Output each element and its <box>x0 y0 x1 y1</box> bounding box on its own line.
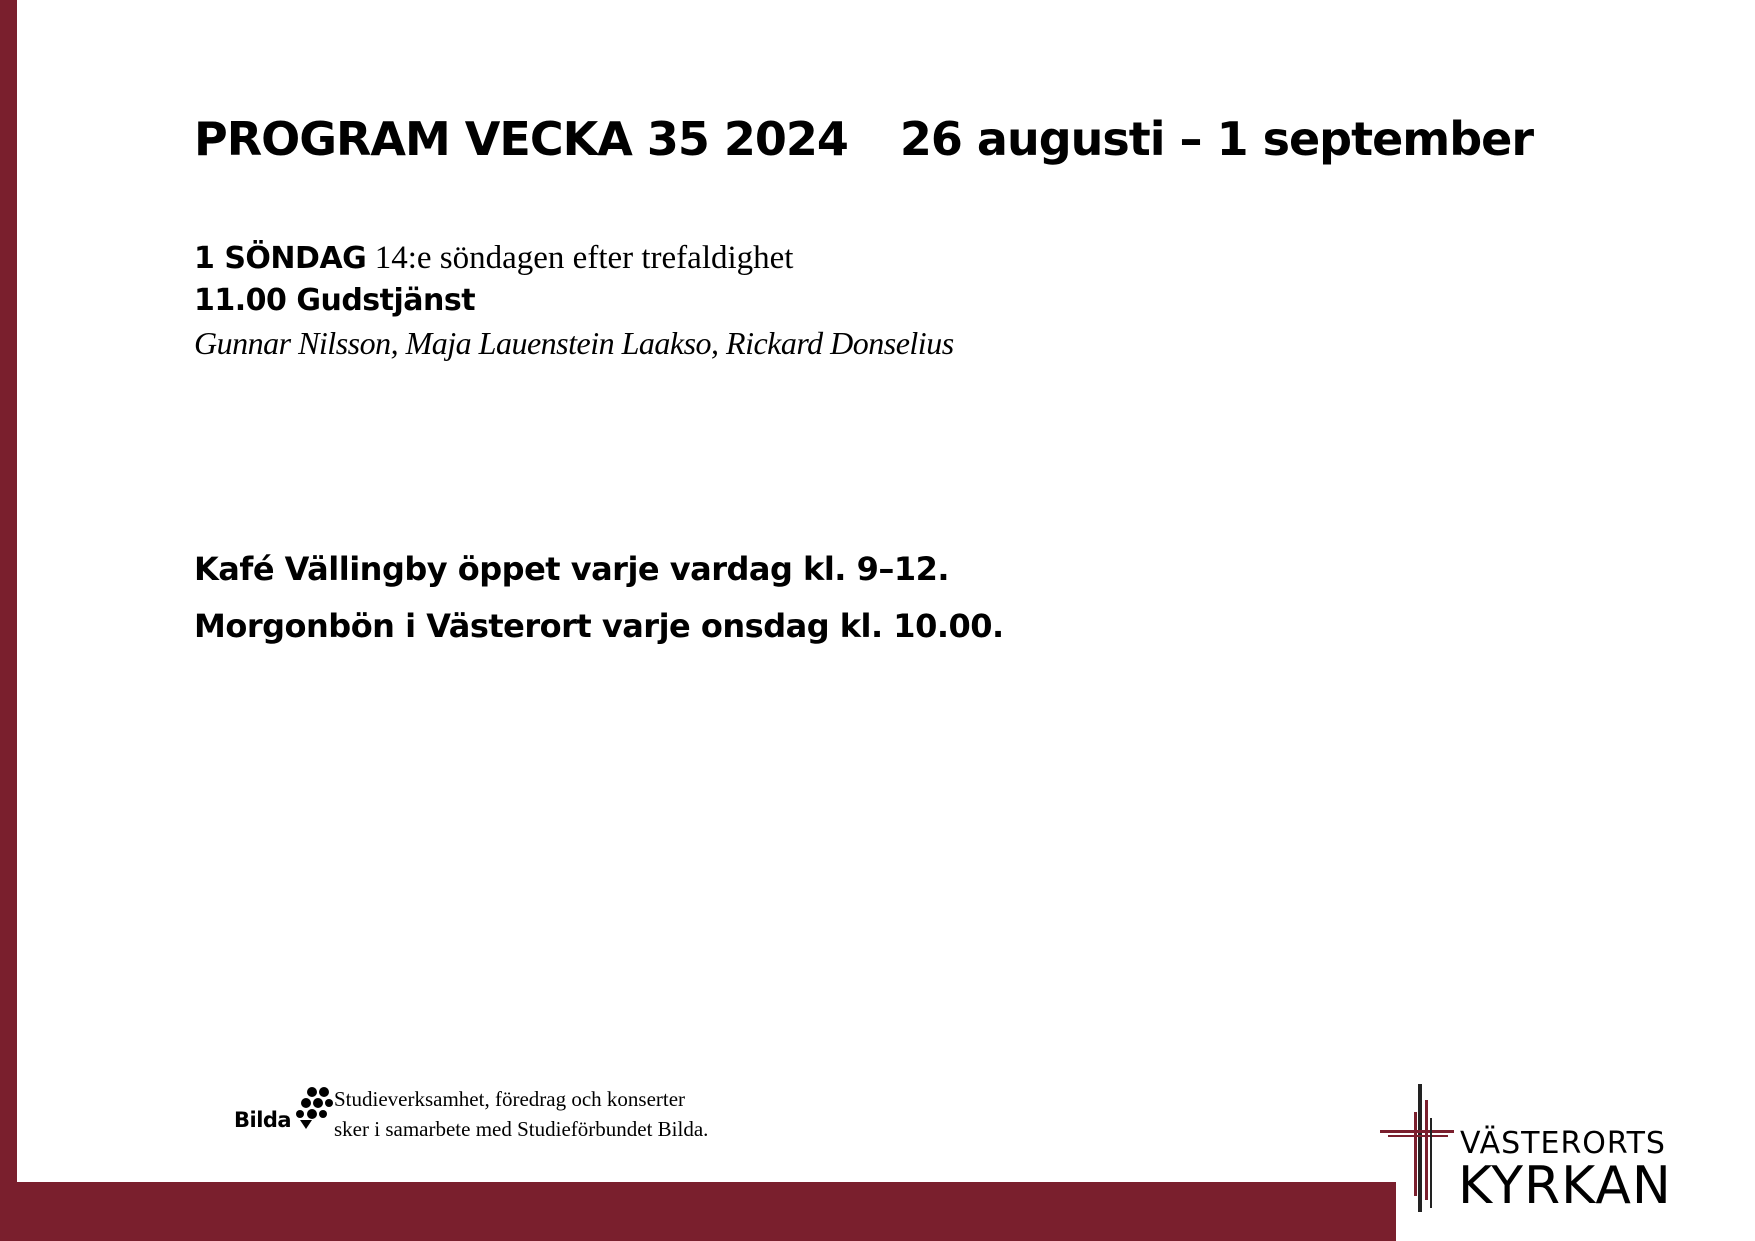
church-logo <box>1378 1082 1698 1222</box>
bilda-dots-icon <box>294 1086 334 1130</box>
bilda-note <box>334 1084 708 1144</box>
bilda-logo-text: Bilda <box>234 1108 292 1132</box>
bilda-note-line-1: Studieverksamhet, föredrag och konserter <box>334 1087 686 1111</box>
day-heading <box>194 240 793 277</box>
church-name-top: VÄSTERORTS <box>1460 1126 1666 1161</box>
bilda-logo <box>234 1086 334 1136</box>
page-title <box>194 112 1533 166</box>
notice-morning-prayer: Morgonbön i Västerort varje onsdag kl. 10.00. <box>194 607 1004 645</box>
notice-cafe: Kafé Vällingby öppet varje vardag kl. 9–12. <box>194 550 950 588</box>
program-title: PROGRAM VECKA 35 2024 <box>194 112 848 166</box>
bottom-accent-bar <box>0 1182 1396 1241</box>
date-range: 26 augusti – 1 september <box>899 112 1534 166</box>
service-time: 11.00 Gudstjänst <box>194 283 476 318</box>
left-accent-bar <box>0 0 17 1241</box>
day-name: 1 SÖNDAG <box>194 241 367 276</box>
bilda-note-line-2: sker i samarbete med Studieförbundet Bilda. <box>334 1117 709 1141</box>
day-description: 14:e söndagen efter trefaldighet <box>374 240 794 276</box>
service-persons: Gunnar Nilsson, Maja Lauenstein Laakso, Rickard Donselius <box>194 325 954 361</box>
church-name-bottom: KYRKAN <box>1458 1156 1672 1216</box>
cross-icon <box>1378 1082 1458 1222</box>
